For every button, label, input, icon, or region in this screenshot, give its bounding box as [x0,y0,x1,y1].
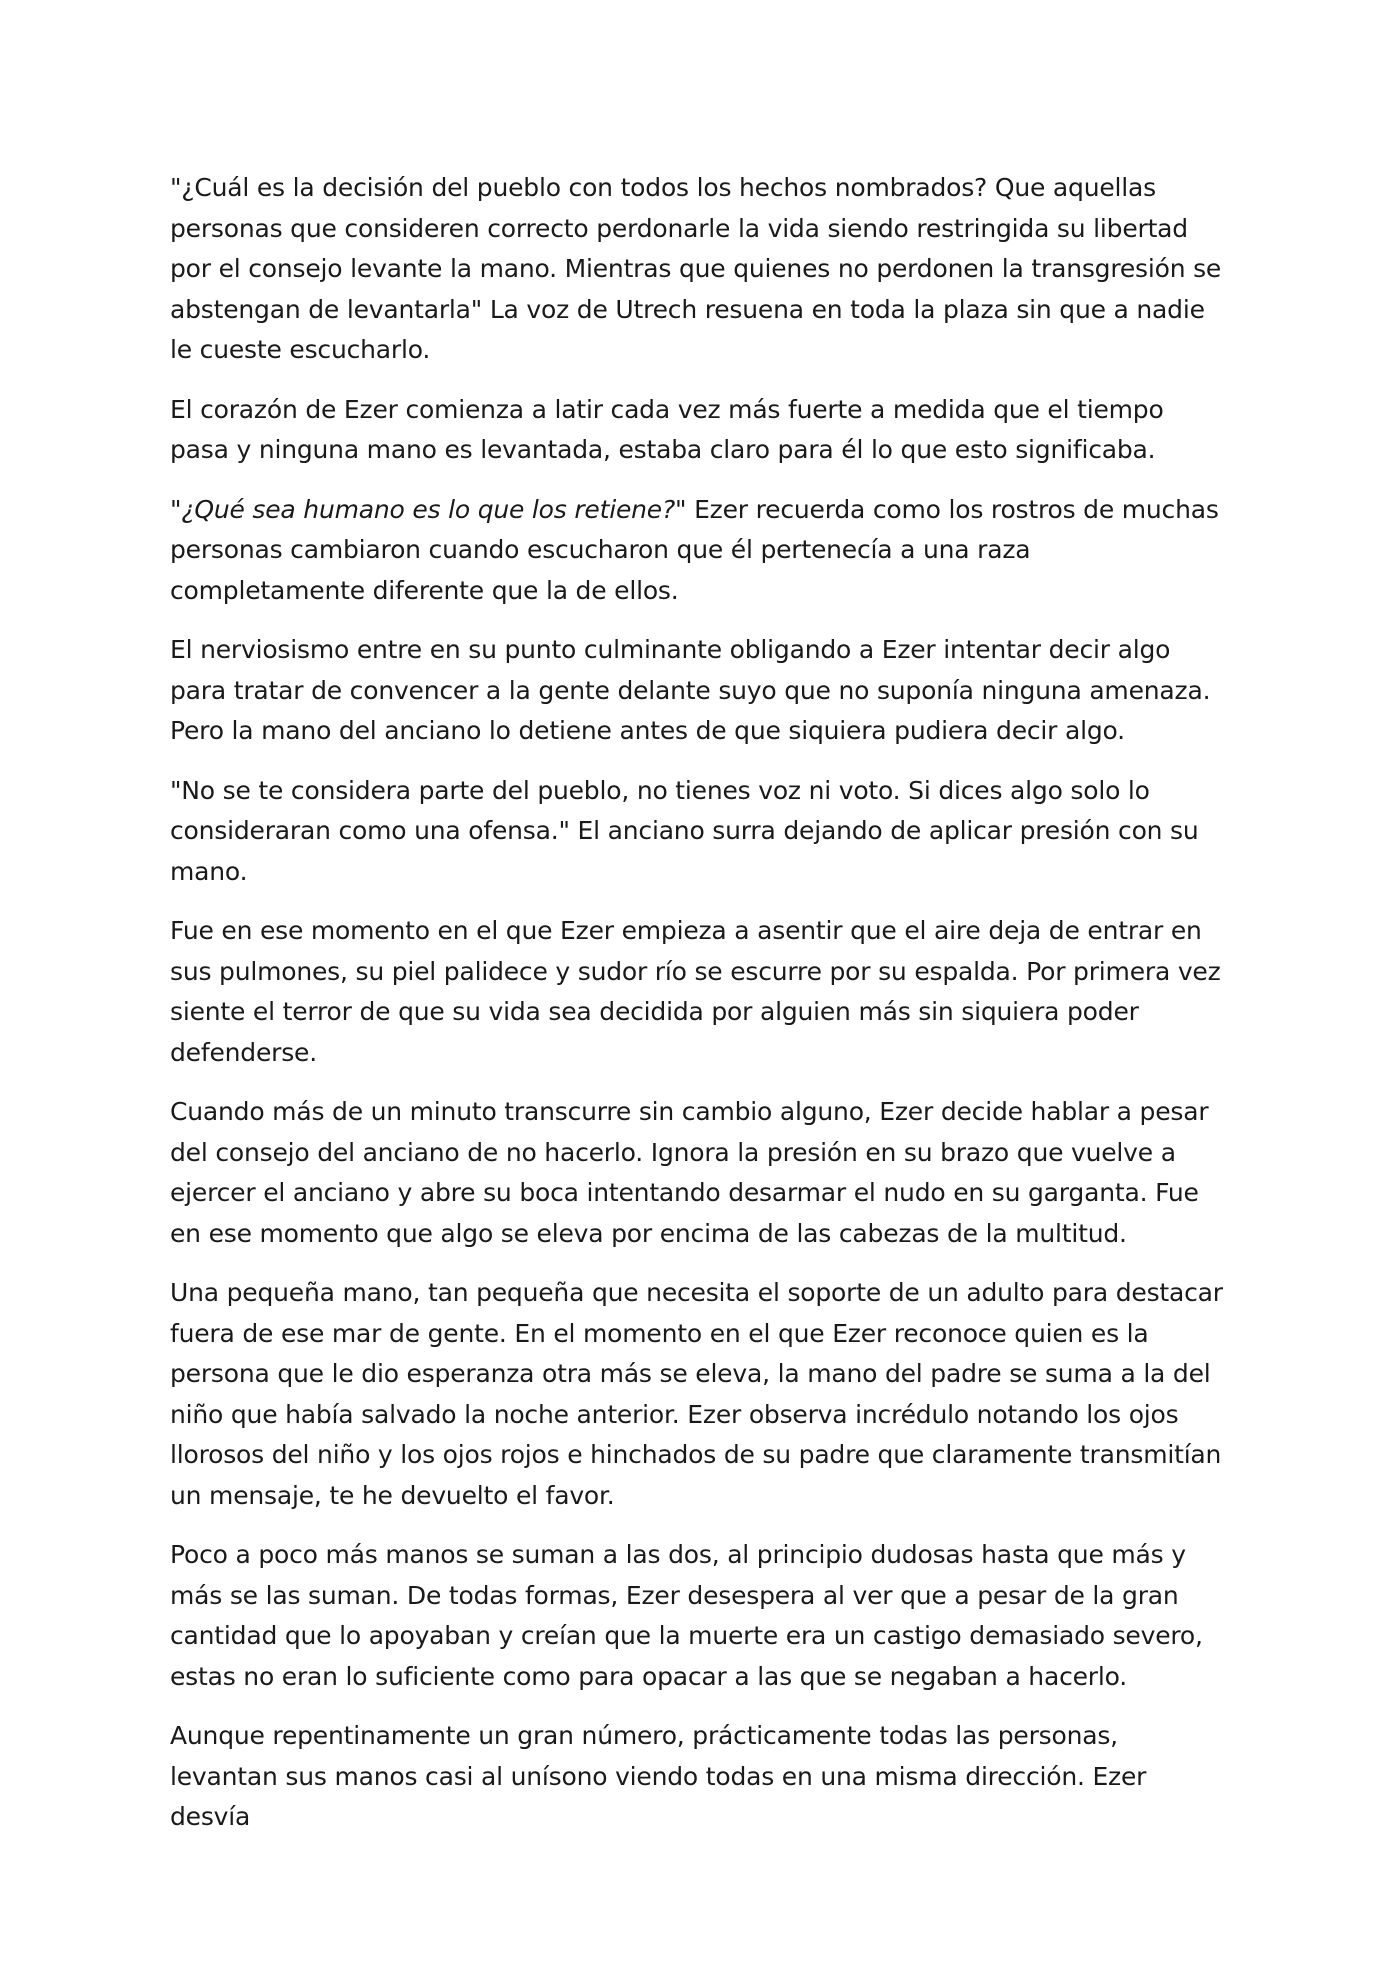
italic-thought: ¿Qué sea humano es lo que los retiene? [181,494,676,524]
paragraph-3 [170,490,1230,612]
paragraph-8: Una pequeña mano, tan pequeña que necesita el soporte de un adulto para destacar fuera de ese mar de gente. En el momento en el que Ezer reconoce quien es la persona que le dio esperanza otra más se eleva, la mano del padre se suma a la del niño que había salvado la noche anterior. Ezer observa incrédulo notando los ojos llorosos del niño y los ojos rojos e hinchados de su padre que claramente transmitían un mensaje, te he devuelto el favor. [170,1278,1223,1510]
paragraph-3-rest: Ezer recuerda como los rostros de muchas personas cambiaron cuando escucharon que él pertenecía a una raza completamente diferente que la de ellos. [170,494,1219,605]
paragraph-1: "¿Cuál es la decisión del pueblo con todos los hechos nombrados? Que aquellas personas que consideren correcto perdonarle la vida siendo restringida su libertad por el consejo levante la mano. Mientras que quienes no perdonen la transgresión se abstengan de levantarla" La voz de Utrech resuena en toda la plaza sin que a nadie le cueste escucharlo. [170,173,1222,364]
quote-close-mark: " [675,494,687,524]
paragraph-7: Cuando más de un minuto transcurre sin cambio alguno, Ezer decide hablar a pesar del consejo del anciano de no hacerlo. Ignora la presión en su brazo que vuelve a ejercer el anciano y abre su boca intentando desarmar el nudo en su garganta. Fue en ese momento que algo se eleva por encima de las cabezas de la multitud. [170,1097,1209,1248]
paragraph-6: Fue en ese momento en el que Ezer empieza a asentir que el aire deja de entrar en sus pulmones, su piel palidece y sudor río se escurre por su espalda. Por primera vez siente el terror de que su vida sea decidida por alguien más sin siquiera poder defenderse. [170,916,1221,1067]
quote-open-mark: " [170,494,182,524]
body-text [170,168,1230,1838]
paragraph-10: Aunque repentinamente un gran número, prácticamente todas las personas, levantan sus manos casi al unísono viendo todas en una misma dirección. Ezer desvía [170,1721,1147,1831]
paragraph-2: El corazón de Ezer comienza a latir cada vez más fuerte a medida que el tiempo pasa y ninguna mano es levantada, estaba claro para él lo que esto significaba. [170,394,1164,464]
paragraph-9: Poco a poco más manos se suman a las dos, al principio dudosas hasta que más y más se las suman. De todas formas, Ezer desespera al ver que a pesar de la gran cantidad que lo apoyaban y creían que la muerte era un castigo demasiado severo, estas no eran lo suficiente como para opacar a las que se negaban a hacerlo. [170,1540,1203,1691]
paragraph-5: "No se te considera parte del pueblo, no tienes voz ni voto. Si dices algo solo lo consideraran como una ofensa." El anciano surra dejando de aplicar presión con su mano. [170,775,1199,886]
paragraph-4: El nerviosismo entre en su punto culminante obligando a Ezer intentar decir algo para tratar de convencer a la gente delante suyo que no suponía ninguna amenaza. Pero la mano del anciano lo detiene antes de que siquiera pudiera decir algo. [170,635,1211,745]
